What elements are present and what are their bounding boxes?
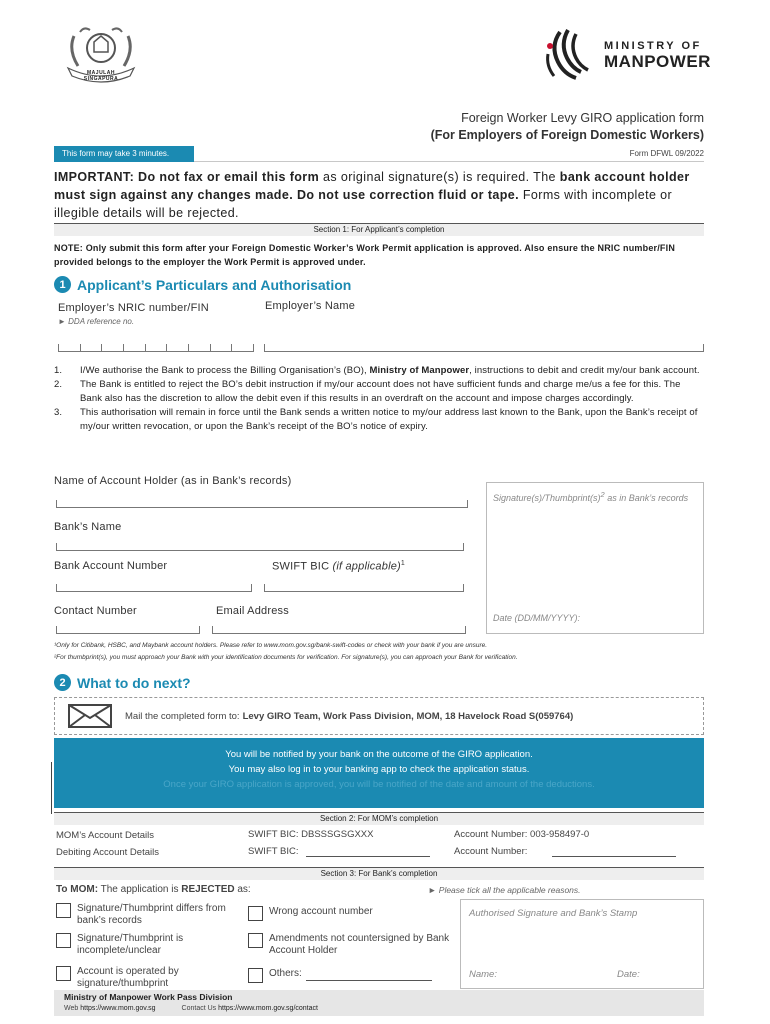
- checkbox[interactable]: [248, 968, 263, 983]
- heading-next-text: What to do next?: [77, 674, 191, 691]
- footnote-1: ¹Only for Citibank, HSBC, and Maybank account holders. Please refer to www.mom.gov.sg/bank-swift-codes or check with your bank if you are unsure.: [54, 642, 488, 649]
- heading-next: [54, 674, 191, 691]
- important-bold1: IMPORTANT: Do not fax or email this form: [54, 170, 320, 184]
- swift-label: SWIFT BIC (if applicable)$^1$: [272, 560, 405, 573]
- bank-name-input[interactable]: [56, 543, 464, 551]
- contact-number-input[interactable]: [56, 626, 200, 634]
- mom-logo-icon: [540, 24, 598, 84]
- debiting-account-number-label: Account Number:: [454, 846, 528, 857]
- form-number: Form DFWL 09/2022: [629, 149, 704, 158]
- reason-signature-differs[interactable]: Signature/Thumbprint differs from bank’s records: [56, 903, 236, 927]
- time-tag: This form may take 3 minutes.: [54, 146, 194, 162]
- mail-address: Levy GIRO Team, Work Pass Division, MOM, 18 Havelock Road S(059764): [242, 710, 574, 722]
- debiting-account-label: Debiting Account Details: [56, 847, 159, 858]
- notification-line1: You will be notified by your bank on the outcome of the GIRO application.: [225, 749, 533, 760]
- nric-input[interactable]: [58, 344, 254, 352]
- account-holder-label: Name of Account Holder (as in Bank’s records): [54, 475, 292, 487]
- debiting-account-number-input[interactable]: [552, 856, 676, 857]
- important-text1: as original signature(s) is required. The: [319, 170, 560, 184]
- notification-box: [54, 738, 704, 808]
- contact-number-label: Contact Number: [54, 605, 137, 617]
- debiting-swift-label: SWIFT BIC:: [248, 846, 299, 857]
- signature-box[interactable]: [486, 482, 704, 634]
- section2-bar: Section 2: For MOM’s completion: [54, 812, 704, 825]
- signature-label: $Signature(s)/Thumbprint(s)^2$ as in Bank’s records: [493, 490, 689, 503]
- bank-stamp-box[interactable]: [460, 899, 704, 989]
- mom-logo[interactable]: [540, 24, 720, 84]
- reason-wrong-account[interactable]: Wrong account number: [248, 906, 453, 921]
- account-holder-input[interactable]: [56, 500, 468, 508]
- authorisation-item: 3. This authorisation will remain in force until the Bank sends a written notice to my/our address last known to the Bank, upon the Bank’s receipt of my/our written revocation, or upon the Bank’s receipt of the BO’s notice of expiry.: [54, 407, 698, 432]
- envelope-icon: [55, 704, 125, 728]
- section1-note: NOTE: Only submit this form after your Foreign Domestic Worker’s Work Permit application is approved. Also ensure the NRIC number/FIN provided belongs to the employer the Work Permit is approved under.: [54, 243, 676, 267]
- crest-motto: MAJULAH SINGAPURA: [83, 70, 119, 82]
- important-text2: Forms with incomplete or illegible details will be rejected.: [54, 188, 673, 220]
- important-bold2: bank account holder must sign against any changes made. Do not use correction fluid or tape.: [54, 170, 690, 202]
- tick-hint: ► Please tick all the applicable reasons.: [428, 885, 581, 895]
- heading-applicant-text: Applicant’s Particulars and Authorisation: [77, 276, 352, 293]
- heading-number-2: 2: [54, 674, 71, 691]
- notification-line3: Once your GIRO application is approved, you will be notified of the date and amount of the deductions.: [163, 779, 595, 790]
- email-label: Email Address: [216, 605, 289, 617]
- checkbox[interactable]: [56, 933, 71, 948]
- mom-account-label: MOM’s Account Details: [56, 830, 155, 841]
- reason-others[interactable]: Others:: [248, 968, 453, 983]
- logo-line2: MANPOWER: [604, 52, 711, 71]
- authorisation-list: [54, 364, 704, 434]
- notification-line2: You may also log in to your banking app to check the application status.: [228, 764, 530, 775]
- authorisation-item: 2. The Bank is entitled to reject the BO’s debit instruction if my/our account does not have sufficient funds and charge me/us a fee for this. The Bank also has the discretion to allow the debit even if this results in an overdraft on the account and impose charges accordingly.: [54, 379, 681, 404]
- account-number-input[interactable]: [56, 584, 252, 592]
- reason-account-operated[interactable]: Account is operated by signature/thumbprint: [56, 966, 236, 990]
- section1-bar: Section 1: For Applicant’s completion: [54, 223, 704, 236]
- stamp-date-label: Date:: [617, 969, 640, 980]
- mail-instructions: [54, 697, 704, 735]
- authorisation-item: 1. I/We authorise the Bank to process the Billing Organisation’s (BO), Ministry of Manpower, instructions to debit and credit my/our bank account.: [54, 365, 700, 376]
- email-input[interactable]: [212, 626, 466, 634]
- dda-reference-label: ► DDA reference no.: [58, 317, 135, 326]
- employer-name-label: Employer’s Name: [265, 300, 356, 312]
- margin-mark: [51, 762, 52, 814]
- footer-web-link[interactable]: https://www.mom.gov.sg: [80, 1005, 156, 1012]
- footer-contact-link[interactable]: https://www.mom.gov.sg/contact: [218, 1005, 318, 1012]
- form-title-line1: Foreign Worker Levy GIRO application form: [461, 111, 704, 125]
- footer-org: Ministry of Manpower Work Pass Division: [64, 992, 233, 1002]
- footnote-2: ²For thumbprint(s), you must approach your Bank with your identification documents for verification. For signature(s), you can approach your Bank for verification.: [54, 654, 518, 661]
- footer-contact-label: Contact Us: [181, 1005, 217, 1012]
- stamp-name-label: Name:: [469, 969, 497, 980]
- checkbox[interactable]: [56, 903, 71, 918]
- section3-bar: Section 3: For Bank’s completion: [54, 867, 704, 880]
- rejection-intro: To MOM: The application is REJECTED as:: [56, 884, 251, 895]
- account-number-label: Bank Account Number: [54, 560, 168, 572]
- others-input[interactable]: [306, 980, 432, 981]
- mom-account-number: Account Number: 003-958497-0: [454, 829, 590, 840]
- form-title: [431, 110, 704, 144]
- footer-web-label: Web: [64, 1005, 79, 1012]
- logo-line1: MINISTRY OF: [604, 40, 702, 52]
- reason-signature-incomplete[interactable]: Signature/Thumbprint is incomplete/unclear: [56, 933, 236, 957]
- singapore-crest: [60, 22, 142, 86]
- mom-swift: SWIFT BIC: DBSSSGSGXXX: [248, 829, 374, 840]
- checkbox[interactable]: [56, 966, 71, 981]
- bank-name-label: Bank’s Name: [54, 521, 122, 533]
- swift-input[interactable]: [264, 584, 464, 592]
- reason-amendments[interactable]: Amendments not countersigned by Bank Account Holder: [248, 933, 453, 957]
- form-title-line2: (For Employers of Foreign Domestic Workers): [430, 128, 704, 142]
- important-notice: [54, 168, 704, 222]
- heading-applicant: [54, 276, 351, 293]
- signature-date-label: Date (DD/MM/YYYY):: [493, 613, 581, 623]
- mail-text: Mail the completed form to:: [125, 710, 240, 722]
- debiting-swift-input[interactable]: [306, 856, 430, 857]
- checkbox[interactable]: [248, 906, 263, 921]
- checkbox[interactable]: [248, 933, 263, 948]
- footer: [54, 990, 704, 1016]
- heading-number-1: 1: [54, 276, 71, 293]
- employer-name-input[interactable]: [264, 344, 704, 352]
- nric-label: Employer’s NRIC number/FIN: [58, 302, 209, 314]
- stamp-label: Authorised Signature and Bank’s Stamp: [469, 908, 638, 919]
